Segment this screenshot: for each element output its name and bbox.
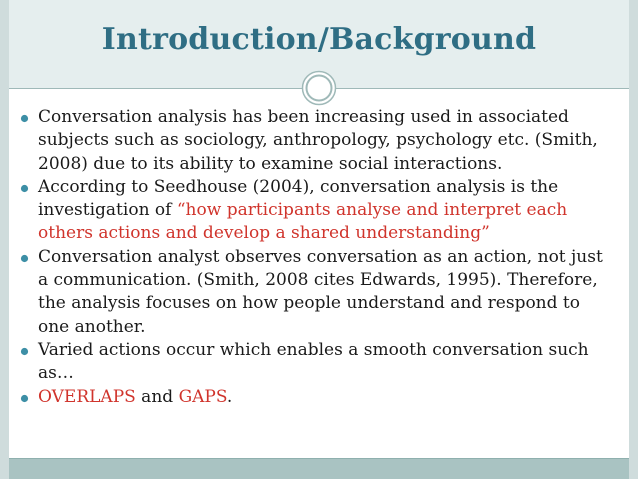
circle-ornament-icon: [301, 70, 337, 106]
bullet-text: Conversation analyst observes conversation as an action, not just a communication. (Smith, 2008 cites Edwards, 1995). Therefore, the analysis focuses on how people understand and respond to one another.: [38, 246, 603, 337]
bullet-text: According to Seedhouse (2004), conversation analysis is the investigation of: [38, 176, 559, 221]
quoted-definition: “how participants analyse and interpret each others actions and develop a shared understanding”: [38, 200, 568, 244]
slide-title: Introduction/Background: [101, 22, 537, 57]
footer-band: [9, 459, 629, 479]
bullet-text: Conversation analysis has been increasing used in associated subjects such as sociology, anthropology, psychology etc. (Smith, 2008) due to its ability to examine social interactions.: [38, 107, 598, 174]
bullet-text: Varied actions occur which enables a smooth conversation such as…: [38, 339, 589, 384]
circle-bullet-icon: [20, 114, 29, 123]
circle-bullet-icon: [20, 254, 29, 263]
bullet-text: and: [135, 386, 179, 407]
bullet-text-end: .: [226, 386, 233, 407]
slide-left-border: [0, 0, 9, 479]
bullet-item-1: [20, 106, 616, 176]
circle-bullet-icon: [20, 347, 29, 356]
circle-bullet-icon: [20, 394, 29, 403]
overlaps-keyword: OVERLAPS: [38, 386, 136, 407]
slide-right-border: [629, 0, 638, 479]
bullet-item-3: [20, 246, 616, 339]
circle-bullet-icon: [20, 184, 29, 193]
gaps-keyword: GAPS: [178, 386, 227, 407]
bullet-item-4: [20, 339, 616, 386]
bullet-list: [20, 106, 616, 409]
bullet-item-5: [20, 386, 616, 409]
bullet-item-2: [20, 176, 616, 246]
